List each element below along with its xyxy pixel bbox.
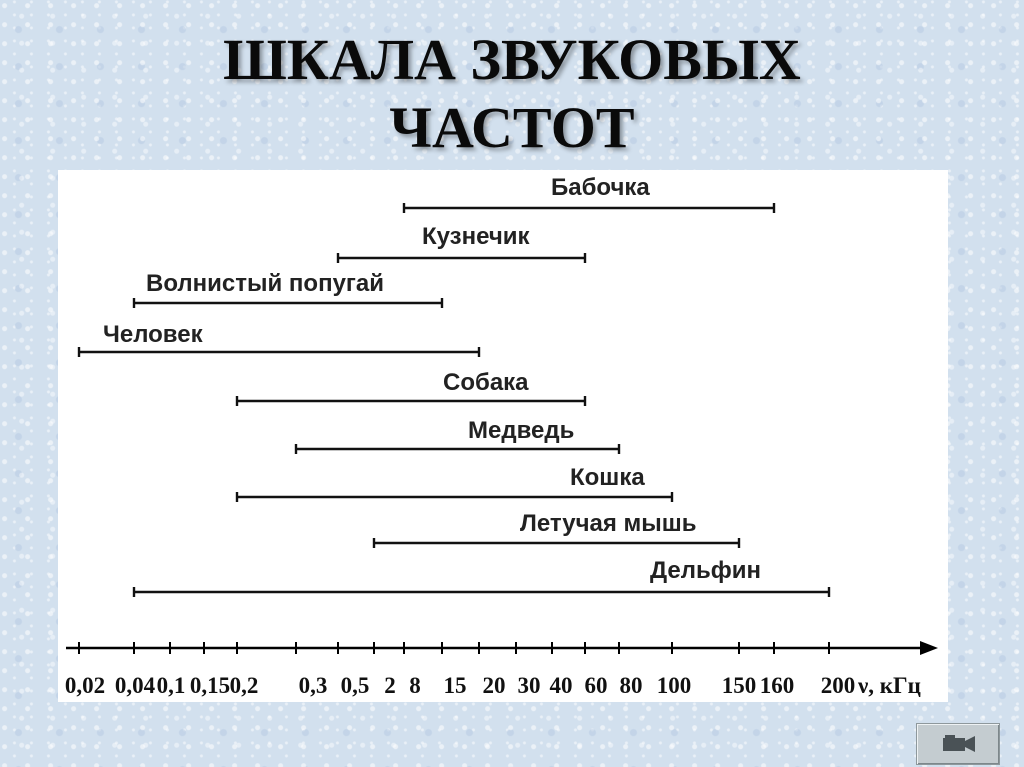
x-tick-label: 0,3 [298,673,328,698]
slide-title-line1: ШКАЛА ЗВУКОВЫХ [223,27,801,92]
series-label: Человек [103,321,203,348]
x-tick-label: 2 [384,673,396,698]
x-tick-label: 160 [759,673,795,698]
x-tick-label: 0,1 [156,673,186,698]
x-axis-arrow [920,641,938,655]
x-tick-label: 100 [656,673,692,698]
frequency-range-chart [58,170,948,702]
series-label: Волнистый попугай [146,270,385,297]
x-tick-label: 60 [584,673,608,698]
series-label: Кошка [570,464,645,491]
slide-title-line2: ЧАСТОТ [389,95,635,160]
series-label: Собака [443,369,529,396]
x-tick-label: 20 [482,673,506,698]
camera-icon [937,733,979,755]
series-label: Дельфин [650,557,761,584]
x-tick-label: 0,15 [189,673,231,698]
series-label: Медведь [468,417,575,444]
x-tick-label: 0,5 [340,673,370,698]
x-tick-label: 30 [517,673,541,698]
x-tick-label: 0,02 [64,673,106,698]
x-tick-label: 0,2 [229,673,259,698]
slide-title [0,26,1024,162]
x-tick-label: 150 [721,673,757,698]
x-tick-label: 80 [619,673,643,698]
x-tick-label: 200 [820,673,856,698]
x-axis-label: ν, кГц [858,673,921,698]
series-label: Бабочка [551,174,650,201]
x-tick-label: 15 [443,673,467,698]
series-label: Летучая мышь [520,510,697,537]
x-tick-label: 0,04 [114,673,156,698]
x-tick-label: 40 [549,673,573,698]
series-label: Кузнечик [422,223,530,250]
x-tick-label: 8 [409,673,421,698]
chart-panel [58,170,948,702]
next-slide-button[interactable] [916,723,1000,765]
